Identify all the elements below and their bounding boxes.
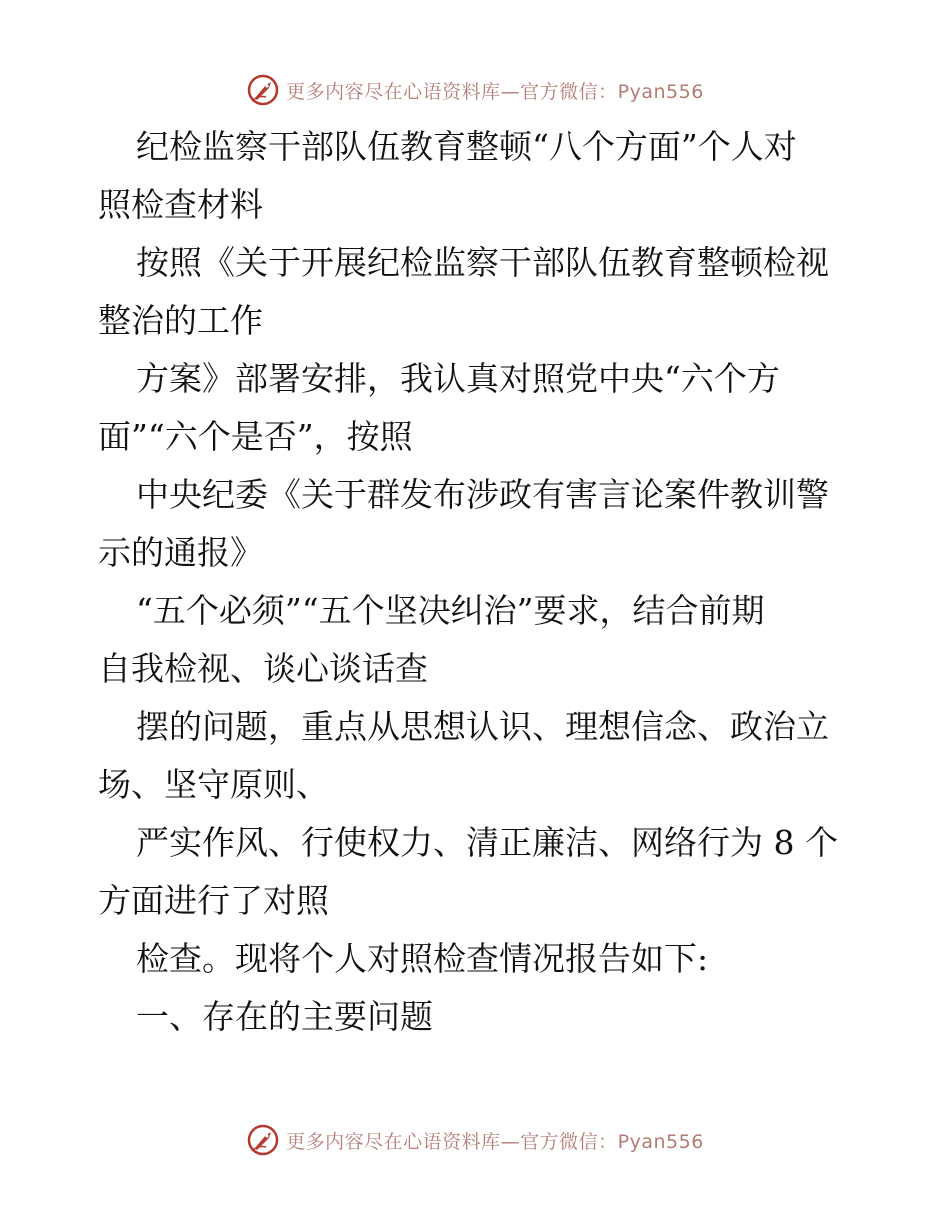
pen-nib-logo-icon xyxy=(246,1123,280,1157)
paragraph-line: 面”“六个是否”，按照 xyxy=(98,417,413,456)
paragraph-line: 自我检视、谈心谈话查 xyxy=(98,649,428,688)
paragraph-line: 方面进行了对照 xyxy=(98,881,329,920)
document-body xyxy=(98,118,858,1046)
paragraph-line: 检查。现将个人对照检查情况报告如下: xyxy=(136,939,709,978)
pen-nib-logo-icon xyxy=(246,73,280,107)
document-title-line-2: 照检查材料 xyxy=(98,185,263,224)
section-heading: 一、存在的主要问题 xyxy=(136,997,433,1036)
promo-text: 更多内容尽在心语资料库—官方微信：Pyan556 xyxy=(286,1130,704,1153)
footer-banner xyxy=(0,1120,950,1160)
document-title-line-1: 纪检监察干部队伍教育整顿“八个方面”个人对 xyxy=(136,127,797,166)
paragraph-line: 场、坚守原则、 xyxy=(98,765,329,804)
paragraph-line: “五个必须”“五个坚决纠治”要求，结合前期 xyxy=(136,591,765,630)
paragraph-line: 按照《关于开展纪检监察干部队伍教育整顿检视 xyxy=(136,243,829,282)
paragraph-line: 严实作风、行使权力、清正廉洁、网络行为 8 个 xyxy=(136,823,838,862)
paragraph-line: 方案》部署安排，我认真对照党中央“六个方 xyxy=(136,359,780,398)
paragraph-line: 示的通报》 xyxy=(98,533,263,572)
paragraph-line: 整治的工作 xyxy=(98,301,263,340)
paragraph-line: 摆的问题，重点从思想认识、理想信念、政治立 xyxy=(136,707,829,746)
paragraph-line: 中央纪委《关于群发布涉政有害言论案件教训警 xyxy=(136,475,829,514)
header-banner xyxy=(0,70,950,110)
promo-text: 更多内容尽在心语资料库—官方微信：Pyan556 xyxy=(286,80,704,103)
